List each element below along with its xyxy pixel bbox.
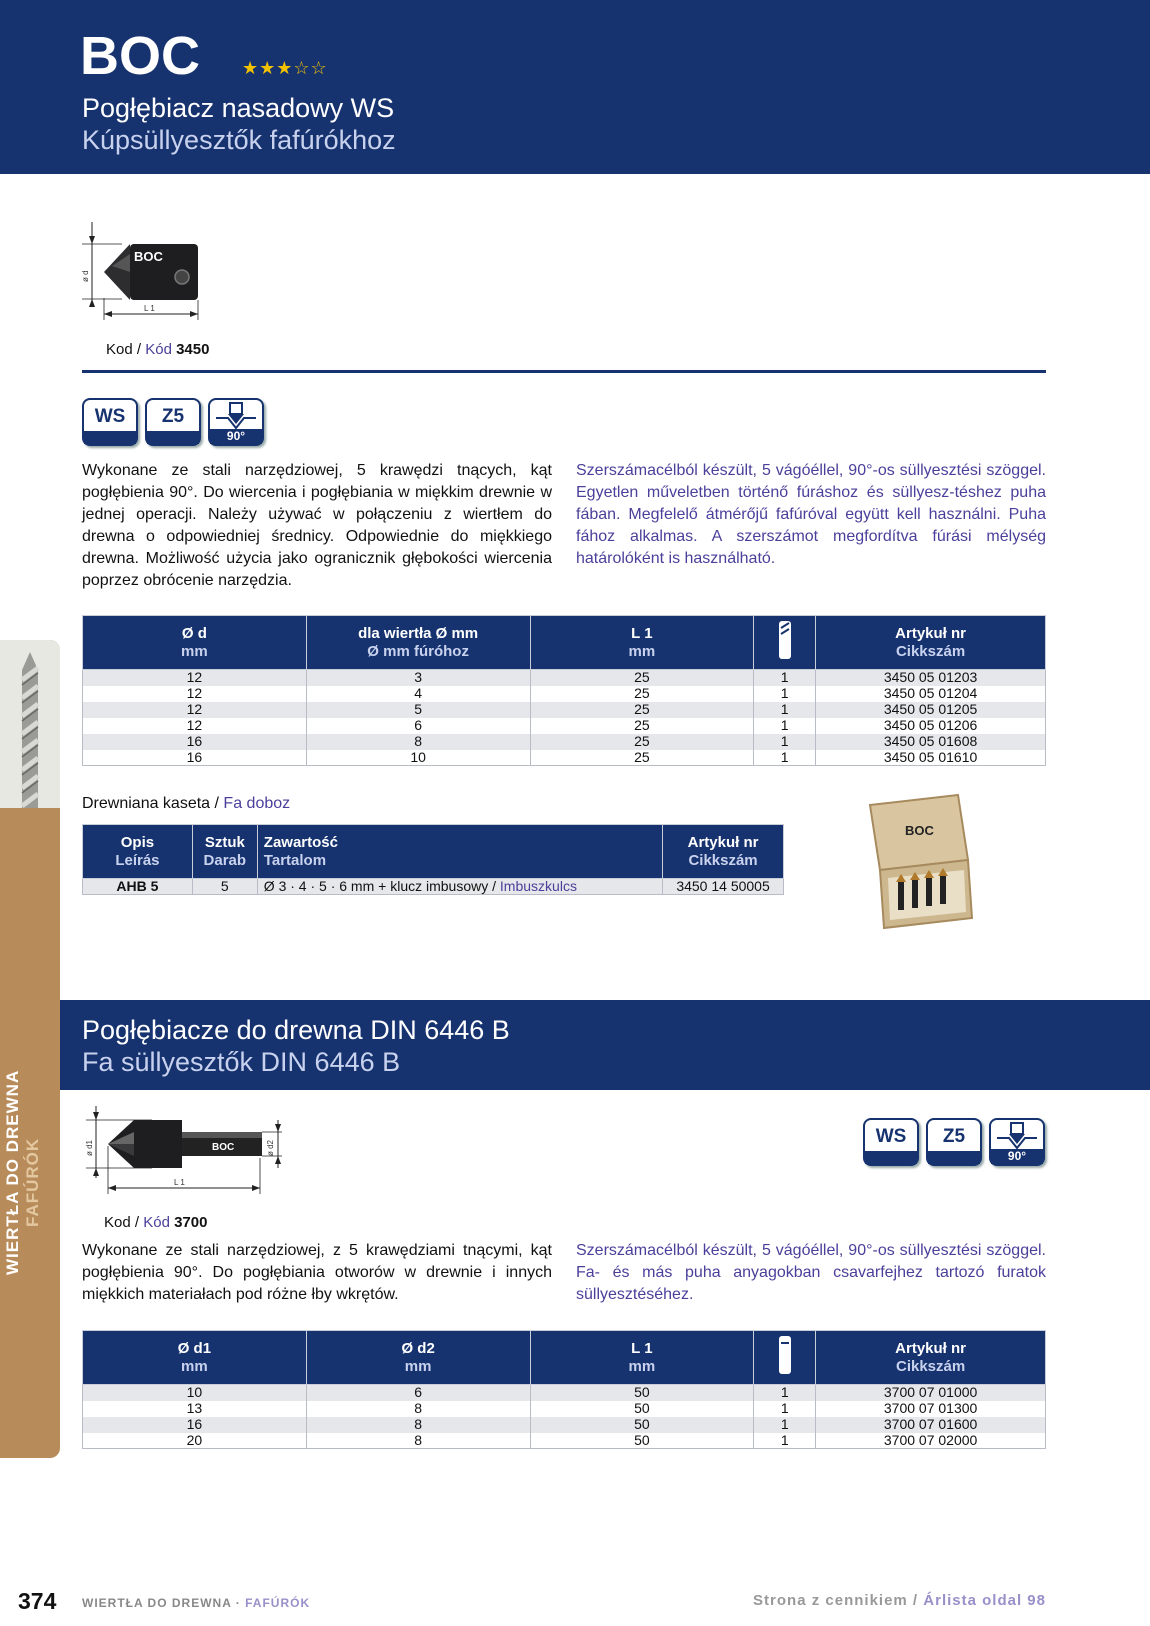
- table-row: 12 5 25 1 3450 05 01205: [83, 702, 1046, 718]
- svg-text:ø d2: ø d2: [266, 1139, 275, 1156]
- col-header: Sztuk Darab: [192, 825, 257, 879]
- page-subtitle: Kúpsüllyesztők fafúrókhoz: [82, 125, 396, 155]
- page-title: Pogłębiacz nasadowy WS: [82, 93, 395, 123]
- spec-table-3700: [82, 1330, 1046, 1449]
- boc-logo-icon: [80, 26, 222, 86]
- description-hu: Szerszámacélból készült, 5 vágóéllel, 90°-os süllyesztési szöggel. Egyetlen műveletben történő fúráshoz és süllyesz-téshez puha fában. Megfelelő átmérőjű fafúróval együtt kell használni. Puha fához alkalmas. A szerszámot megfordítva fúrási mélység határolóként is használható.: [576, 462, 1046, 567]
- angle-90-badge: 90°: [208, 398, 264, 446]
- table-row: 16 8 25 1 3450 05 01608: [83, 734, 1046, 750]
- angle-90-badge: 90°: [989, 1118, 1045, 1166]
- table-row: AHB 5 5 Ø 3 · 4 · 5 · 6 mm + klucz imbusowy / Imbuszkulcs 3450 14 50005: [83, 879, 784, 895]
- col-header: Artykuł nr Cikkszám: [816, 1331, 1046, 1385]
- product-code-3450: Kod / Kód 3450: [106, 341, 210, 358]
- col-header: Ø d1 mm: [83, 1331, 307, 1385]
- description-hu: Szerszámacélból készült, 5 vágóéllel, 90°-os süllyesztési szöggel. Fa- és más puha anyagokban csavarfejhez tartozó furatok süllyesztéséhez.: [576, 1242, 1046, 1303]
- table-row: 16 8 50 1 3700 07 01600: [83, 1417, 1046, 1433]
- table-row: 16 10 25 1 3450 05 01610: [83, 750, 1046, 766]
- svg-text:BOC: BOC: [905, 823, 934, 838]
- kaseta-label: Drewniana kaseta / Fa doboz: [82, 795, 291, 812]
- section2-title: Pogłębiacze do drewna DIN 6446 B: [82, 1015, 510, 1045]
- table-row: 12 3 25 1 3450 05 01203: [83, 670, 1046, 686]
- section2-subtitle: Fa süllyesztők DIN 6446 B: [82, 1047, 401, 1077]
- col-header: Zawartość Tartalom: [257, 825, 662, 879]
- col-header: Artykuł nr Cikkszám: [663, 825, 784, 879]
- quality-stars: ★★★☆☆: [242, 58, 328, 78]
- svg-text:BOC: BOC: [134, 249, 163, 264]
- col-header: Ø d2 mm: [306, 1331, 530, 1385]
- spec-table-3450: [82, 615, 1046, 766]
- product-diagram-3450: [82, 222, 242, 332]
- table-row: 12 4 25 1 3450 05 01204: [83, 686, 1046, 702]
- wooden-box-image: [860, 790, 980, 940]
- description-pl: Wykonane ze stali narzędziowej, 5 krawędzi tnących, kąt pogłębienia 90°. Do wiercenia i pogłębiania w miękkim drewnie w jednej operacji. Należy używać w połączeniu z wiertłem do drewna o odpowiedniej średnicy. Odpowiednie do miękkiego drewna. Możliwość użycia jako ogranicznik głębokości wiercenia poprzez obrócenie narzędzia.: [82, 462, 552, 589]
- z5-badge: Z5: [145, 398, 201, 446]
- kaseta-table: [82, 824, 784, 895]
- col-header: Artykuł nr Cikkszám: [816, 616, 1046, 670]
- col-header: dla wiertła Ø mm Ø mm fúróhoz: [306, 616, 530, 670]
- product-diagram-3700: [82, 1106, 282, 1202]
- boc-logo: [80, 26, 222, 86]
- drill-bit-image: [0, 640, 60, 808]
- col-header: L 1 mm: [530, 616, 754, 670]
- table-row: 12 6 25 1 3450 05 01206: [83, 718, 1046, 734]
- category-sidebar: [0, 640, 60, 1458]
- page-number: 374: [18, 1588, 57, 1614]
- header-band: [0, 0, 1150, 174]
- ws-badge: WS: [82, 398, 138, 446]
- table-row: 10 6 50 1 3700 07 01000: [83, 1385, 1046, 1401]
- svg-text:L 1: L 1: [174, 1178, 185, 1187]
- svg-text:ø d1: ø d1: [85, 1139, 94, 1156]
- footer-category: WIERTŁA DO DREWNA · FAFÚRÓK: [82, 1596, 311, 1610]
- section2-band: [0, 1000, 1150, 1090]
- table-row: 20 8 50 1 3700 07 02000: [83, 1433, 1046, 1449]
- pack-quantity-icon: [754, 616, 816, 670]
- svg-text:BOC: BOC: [212, 1142, 235, 1153]
- svg-text:ø d: ø d: [81, 270, 90, 282]
- table-row: 13 8 50 1 3700 07 01300: [83, 1401, 1046, 1417]
- description-pl: Wykonane ze stali narzędziowej, z 5 krawędziami tnącymi, kąt pogłębienia 90°. Do pogłębiania otworów w drewnie i innych miękkich materiałach pod różne łby wkrętów.: [82, 1242, 552, 1303]
- col-header: Ø d mm: [83, 616, 307, 670]
- footer-price-list: Strona z cennikiem / Árlista oldal 98: [753, 1592, 1046, 1609]
- ws-badge: WS: [863, 1118, 919, 1166]
- z5-badge: Z5: [926, 1118, 982, 1166]
- pack-quantity-icon: [754, 1331, 816, 1385]
- svg-text:BOC: BOC: [80, 26, 200, 86]
- col-header: L 1 mm: [530, 1331, 754, 1385]
- sidebar-category-label: WIERTŁA DO DREWNA FAFÚRÓK: [3, 1069, 42, 1275]
- svg-text:L 1: L 1: [144, 304, 155, 313]
- col-header: Opis Leírás: [83, 825, 193, 879]
- product-code-3700: Kod / Kód 3700: [104, 1214, 208, 1231]
- section-divider: [82, 370, 1046, 373]
